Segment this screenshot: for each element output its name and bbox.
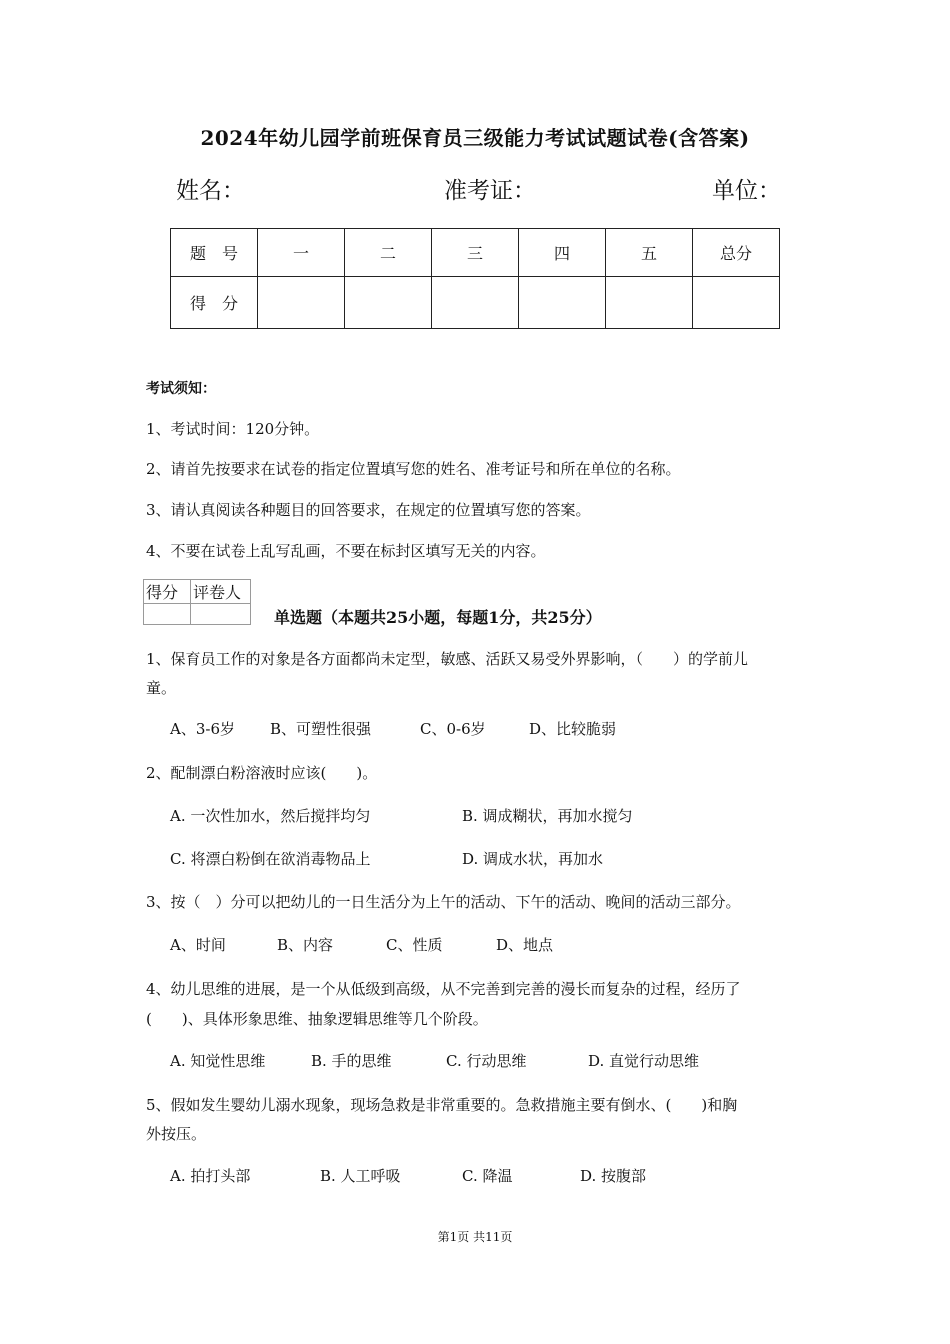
question-4-option-a: A. 知觉性思维: [170, 1052, 266, 1070]
score-cell: [693, 277, 780, 329]
notice-item: 2、请首先按要求在试卷的指定位置填写您的姓名、准考证号和所在单位的名称。: [146, 460, 681, 478]
section-4-header: 四: [519, 229, 606, 277]
question-2-option-d: D. 调成水状，再加水: [462, 850, 604, 868]
score-table-score-row: [171, 277, 780, 329]
question-2-option-b: B. 调成糊状，再加水搅匀: [462, 807, 633, 825]
page-footer: 第1页 共11页: [437, 1230, 513, 1244]
question-4-line-1: 4、幼儿思维的进展，是一个从低级到高级，从不完善到完善的漫长而复杂的过程，经历了: [146, 980, 741, 998]
question-5-option-c: C. 降温: [462, 1167, 513, 1185]
score-cell: [258, 277, 345, 329]
grader-reviewer-cell: [191, 604, 251, 625]
section-5-header: 五: [606, 229, 693, 277]
section-3-header: 三: [432, 229, 519, 277]
question-3-option-d: D、地点: [496, 936, 554, 954]
question-5-option-d: D. 按腹部: [580, 1167, 647, 1185]
question-1-line-1: 1、保育员工作的对象是各方面都尚未定型，敏感、活跃又易受外界影响，（ ）的学前儿: [146, 650, 749, 668]
score-cell: [345, 277, 432, 329]
notice-heading: 考试须知：: [146, 381, 216, 397]
exam-title: 2024年幼儿园学前班保育员三级能力考试试题试卷(含答案): [200, 126, 750, 150]
unit-field-label: 单位：: [712, 178, 781, 204]
score-table: [170, 228, 780, 329]
section-1-header: 一: [258, 229, 345, 277]
question-5-option-b: B. 人工呼吸: [320, 1167, 401, 1185]
question-3-option-b: B、内容: [277, 936, 334, 954]
question-2-option-a: A. 一次性加水，然后搅拌均匀: [170, 807, 371, 825]
question-4-option-b: B. 手的思维: [311, 1052, 392, 1070]
question-1-option-b: B、可塑性很强: [270, 720, 372, 738]
score-table-header-row: [171, 229, 780, 277]
grader-reviewer-label: 评卷人: [191, 580, 251, 604]
section-2-header: 二: [345, 229, 432, 277]
total-header: 总分: [693, 229, 780, 277]
question-5-line-2: 外按压。: [146, 1125, 207, 1143]
question-2-option-c: C. 将漂白粉倒在欲消毒物品上: [170, 850, 371, 868]
notice-item: 4、不要在试卷上乱写乱画，不要在标封区填写无关的内容。: [146, 542, 546, 560]
question-1-line-2: 童。: [146, 679, 177, 697]
grader-score-label: 得分: [144, 580, 191, 604]
question-number-header: 题 号: [171, 229, 258, 277]
notice-item: 1、考试时间：120分钟。: [146, 420, 320, 438]
question-3-option-c: C、性质: [386, 936, 443, 954]
question-2-line-1: 2、配制漂白粉溶液时应该( )。: [146, 764, 378, 782]
question-4-option-d: D. 直觉行动思维: [588, 1052, 700, 1070]
question-3-line-1: 3、按（ ）分可以把幼儿的一日生活分为上午的活动、下午的活动、晚间的活动三部分。: [146, 893, 741, 911]
exam-id-field-label: 准考证：: [444, 178, 536, 204]
notice-item: 3、请认真阅读各种题目的回答要求，在规定的位置填写您的答案。: [146, 501, 591, 519]
question-5-option-a: A. 拍打头部: [170, 1167, 251, 1185]
score-cell: [432, 277, 519, 329]
score-cell: [606, 277, 693, 329]
question-5-line-1: 5、假如发生婴幼儿溺水现象，现场急救是非常重要的。急救措施主要有倒水、( )和胸: [146, 1096, 738, 1114]
score-row-label: 得 分: [171, 277, 258, 329]
section-title: 单选题（本题共25小题，每题1分，共25分）: [274, 608, 602, 627]
question-3-option-a: A、时间: [170, 936, 226, 954]
score-cell: [519, 277, 606, 329]
question-4-option-c: C. 行动思维: [446, 1052, 527, 1070]
question-1-option-d: D、比较脆弱: [529, 720, 617, 738]
question-4-line-2: ( )、具体形象思维、抽象逻辑思维等几个阶段。: [146, 1010, 488, 1028]
question-1-option-a: A、3-6岁: [170, 720, 235, 738]
grader-score-cell: [144, 604, 191, 625]
grader-box: [143, 579, 251, 625]
name-field-label: 姓名：: [176, 178, 245, 204]
question-1-option-c: C、0-6岁: [420, 720, 486, 738]
